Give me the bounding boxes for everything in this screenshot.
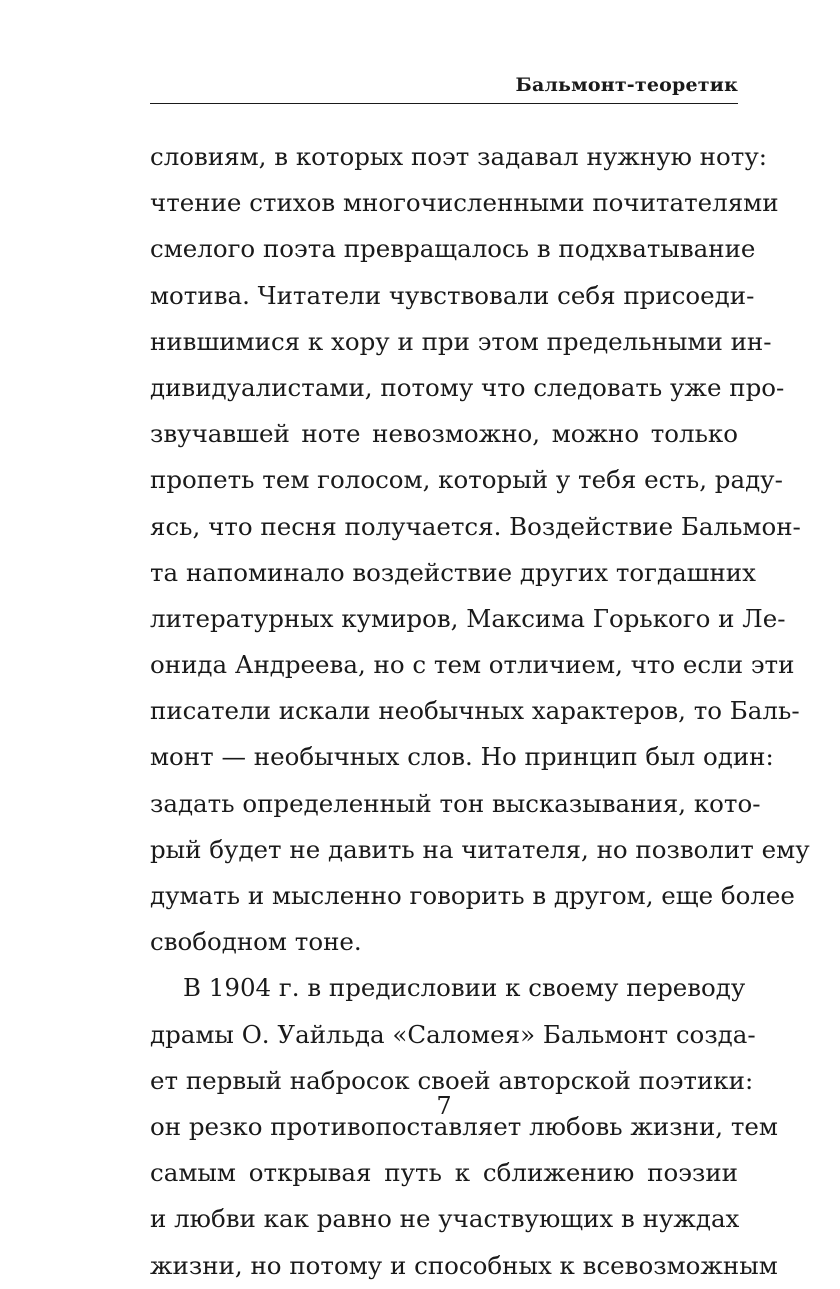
text-line: писатели искали необычных характеров, то Баль-	[150, 696, 800, 726]
text-line: свободном тоне.	[150, 927, 362, 957]
paragraph-1	[150, 134, 810, 965]
text-line: та напоминало воздействие других тогдашних	[150, 557, 756, 587]
page-number: 7	[436, 1092, 452, 1120]
text-line: дивидуалистами, потому что следовать уже про-	[150, 372, 785, 402]
text-line: мотива. Читатели чувствовали себя присоеди-	[150, 280, 755, 310]
text-line: литературных кумиров, Максима Горького и Ле-	[150, 603, 786, 633]
text-line: думать и мысленно говорить в другом, еще более	[150, 881, 795, 910]
text-line: рый будет не давить на читателя, но позволит ему	[150, 834, 810, 864]
text-line: он резко противопоставляет любовь жизни, тем	[150, 1111, 778, 1141]
text-line: задать определенный тон высказывания, кото-	[150, 788, 761, 818]
text-line: ясь, что песня получается. Воздействие Бальмон-	[150, 511, 801, 541]
text-line: пропеть тем голосом, который у тебя есть, раду-	[150, 465, 783, 495]
text-line: В 1904 г. в предисловии к своему переводу	[183, 973, 746, 1003]
header-rule	[150, 103, 738, 104]
text-line: ет первый набросок своей авторской поэтики:	[150, 1065, 754, 1095]
text-line: и любви как равно не участвующих в нуждах	[150, 1204, 740, 1234]
text-line: монт — необычных слов. Но принцип был один:	[150, 742, 774, 772]
text-line: смелого поэта превращалось в подхватывание	[150, 234, 756, 264]
paragraph-2	[150, 965, 778, 1288]
text-line: жизни, но потому и способных к всевозможным	[150, 1250, 778, 1280]
running-head: Бальмонт-теоретик	[515, 74, 738, 96]
text-line: нившимися к хору и при этом предельными ин-	[150, 326, 772, 356]
text-line: звучавшей ноте невозможно, можно только	[150, 419, 738, 449]
text-line: чтение стихов многочисленными почитателями	[150, 188, 779, 218]
text-line: онида Андреева, но с тем отличием, что если эти	[150, 650, 795, 680]
text-line: словиям, в которых поэт задавал нужную ноту:	[150, 142, 767, 171]
text-line: самым открывая путь к сближению поэзии	[150, 1158, 738, 1188]
text-line: драмы О. Уайльда «Саломея» Бальмонт созда-	[150, 1019, 756, 1049]
